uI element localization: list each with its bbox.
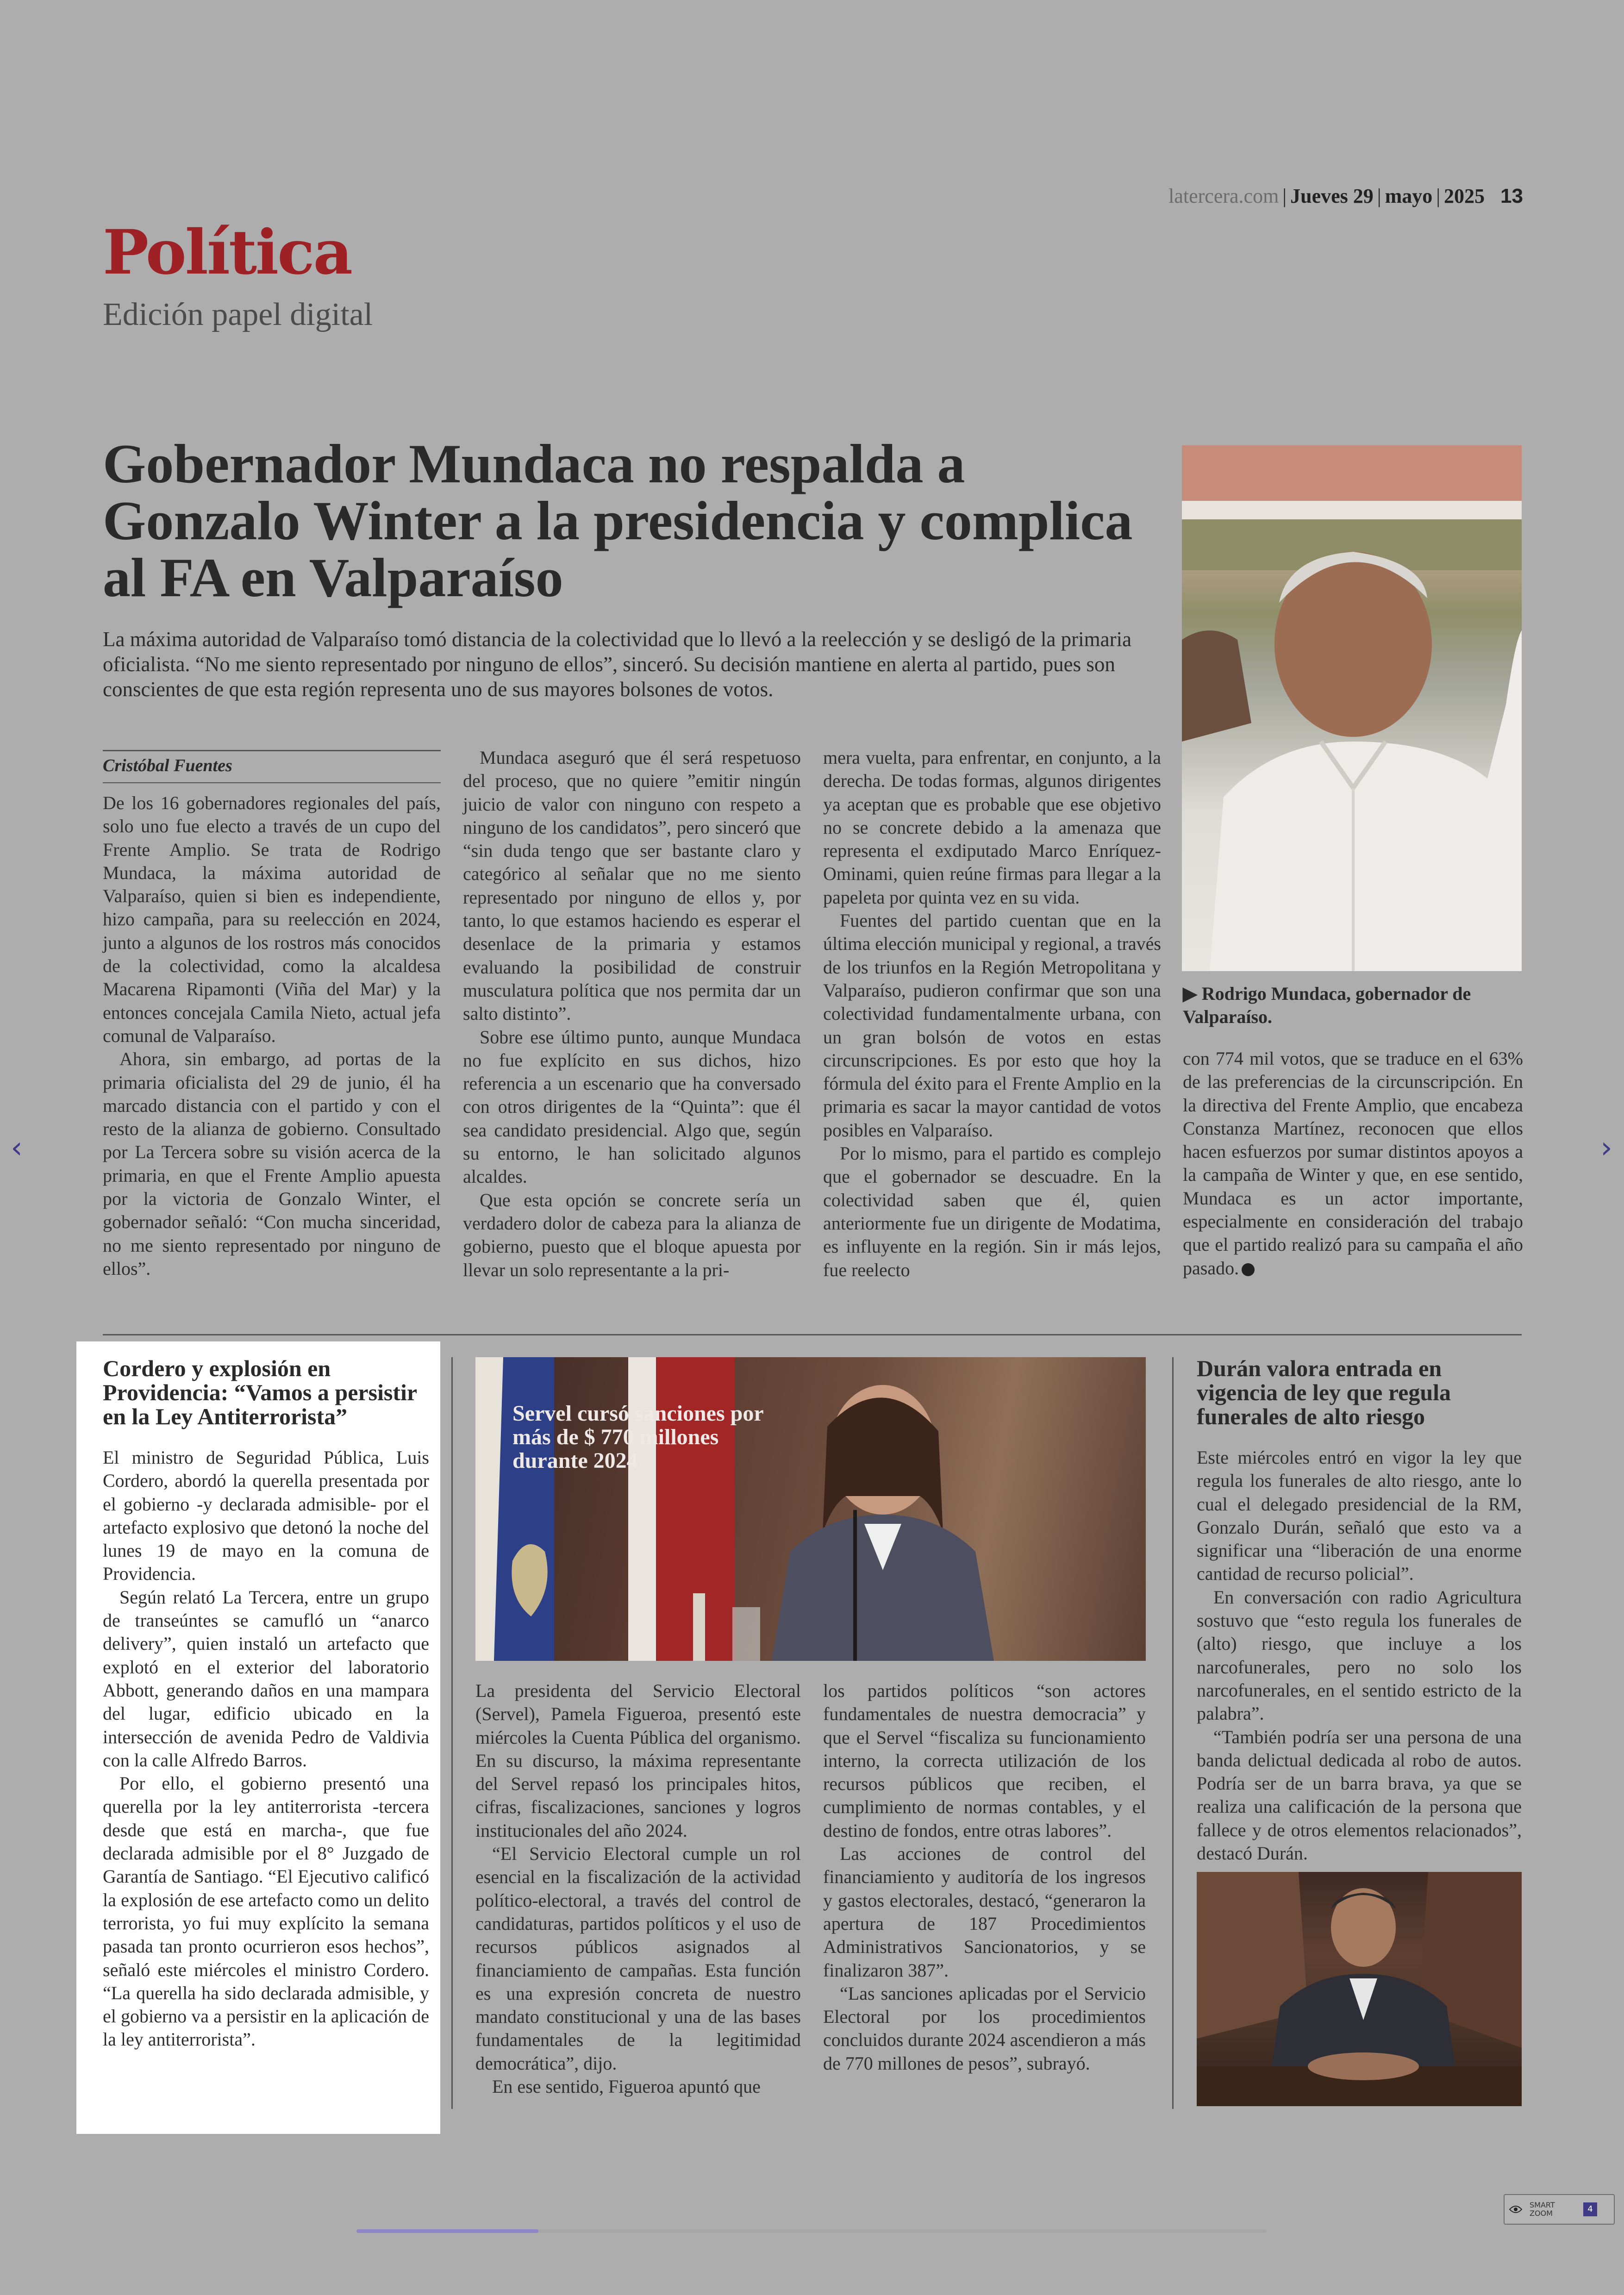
previous-page-button[interactable]: ‹	[11, 1131, 23, 1165]
masthead-month: mayo	[1385, 185, 1433, 207]
brief-paragraph: los partidos políticos “son actores fundamentales de nuestra democracia” y que el Servel “fiscaliza su funcionamiento interno, la correcta utilización de los recursos públicos que reciben, el cumplimiento de normas contables, y el destino de fondos, entre otras labores”.	[823, 1680, 1146, 1841]
article-paragraph: mera vuelta, para enfrentar, en conjunto, a la derecha. De todas formas, algunos dirigentes ya aceptan que es probable que ese objetivo no se concrete debido a la amenaza que representa el exdiputado Marco Enríquez-Ominami, quien reúne firmas para llegar a la papeleta por quinta vez en su vida.	[823, 747, 1161, 908]
mundaca-photo-illustration	[1182, 445, 1522, 971]
brief-duran-title: Durán valora entrada en vigencia de ley que regula funerales de alto riesgo	[1197, 1355, 1451, 1429]
article-paragraph: Fuentes del partido cuentan que en la última elección municipal y regional, a través de los triunfos en la Región Metropolitana y Valparaíso, pudieron confirmar que son una colectividad fundamentalmente urbana, con un gran bolsón de votos en estas circunscripciones. Es por esto que hoy la fórmula del éxito para el Frente Amplio en la primaria es sacar la mayor cantidad de votos posibles en Valparaíso.	[823, 910, 1161, 1141]
section-divider	[103, 1334, 1522, 1335]
brief-servel-col-right	[823, 1679, 1146, 2075]
article-paragraph: Por lo mismo, para el partido es complejo que el gobernador se descuadre. En la colectividad saben que él, quien anteriormente fue un dirigente de Modatima, es influyente en la región. Sin ir más lejos, fue reelecto	[823, 1143, 1161, 1280]
section-subtitle: Edición papel digital	[103, 297, 373, 332]
article-column-3	[823, 746, 1161, 1282]
main-deck: La máxima autoridad de Valparaíso tomó distancia de la colectividad que lo llevó a la reelección y se desligó de la primaria oficialista. “No me siento representado por ninguno de ellos”, sinceró. Su decisión mantiene en alerta al partido, pues son conscientes de que esta región representa uno de sus mayores bolsones de votos.	[103, 628, 1132, 701]
smart-zoom-label: SMART ZOOM	[1530, 2201, 1555, 2218]
brief-paragraph: La presidenta del Servicio Electoral (Servel), Pamela Figueroa, presentó este miércoles la Cuenta Pública del organismo. En su discurso, la máxima representante del Servel repasó los principales hitos, cifras, fiscalizaciones, sanciones y logros institucionales del año 2024.	[475, 1680, 801, 1841]
page-progress-fill	[356, 2229, 538, 2233]
next-page-button[interactable]: ›	[1600, 1131, 1612, 1165]
byline-bottom-rule	[103, 782, 441, 783]
article-paragraph: Que esta opción se concrete sería un verdadero dolor de cabeza para la alianza de gobierno, puesto que el bloque apuesta por llevar un solo representante a la pri-	[463, 1189, 801, 1280]
brief-duran-body	[1197, 1446, 1522, 1865]
page-number: 13	[1500, 185, 1523, 207]
end-mark-icon	[1242, 1263, 1255, 1276]
masthead-year: 2025	[1444, 185, 1485, 207]
brief-cordero-body	[103, 1446, 429, 2052]
smart-zoom-badge: 4	[1583, 2202, 1597, 2216]
article-column-1	[103, 792, 441, 1280]
article-column-2	[463, 746, 801, 1282]
article-paragraph: Ahora, sin embargo, ad portas de la primaria oficialista del 29 de junio, él ha marcado distancia con el partido y con el resto de la alianza de gobierno. Consultado por La Tercera sobre su visión acerca de la primaria, en que el Frente Amplio apuesta por la victoria de Gonzalo Winter, el gobernador señaló: “Con mucha sinceridad, no me siento representado por ninguno de ellos”.	[103, 1048, 441, 1279]
brief-paragraph: El ministro de Seguridad Pública, Luis Cordero, abordó la querella presentada por el gobierno -y declarada admisible- por el artefacto explosivo que detonó la noche del lunes 19 de mayo en la comuna de Providencia.	[103, 1447, 429, 1584]
duran-photo-illustration	[1197, 1872, 1522, 2106]
column-divider	[1172, 1357, 1174, 2109]
servel-photo-title: Servel cursó sanciones por más de $ 770 millones durante 2024	[512, 1401, 763, 1473]
byline-top-rule	[103, 750, 441, 751]
article-paragraph-text: con 774 mil votos, que se traduce en el 63% de las preferencias de la circunscripción. En la directiva del Frente Amplio, que encabeza Constanza Martínez, reconocen que ellos hacen esfuerzos por sumar distintos apoyos a la campaña de Winter y que, en ese sentido, Mundaca es un actor importante, especialmente en consideración del trabajo que el partido realizó para su campaña el año pasado.	[1183, 1048, 1523, 1278]
section-title: Política	[103, 217, 352, 288]
mundaca-photo	[1182, 445, 1522, 971]
brief-paragraph: “Las sanciones aplicadas por el Servicio Electoral por los procedimientos concluidos durante 2024 ascendieron a más de 770 millones de pesos”, subrayó.	[823, 1983, 1146, 2074]
main-headline: Gobernador Mundaca no respalda a Gonzalo Winter a la presidencia y complica al FA en Valparaíso	[103, 433, 1133, 608]
article-paragraph: Sobre ese último punto, aunque Mundaca no fue explícito en sus dichos, hizo referencia a un escenario que ha conversado con otros dirigentes de la “Quinta”: que él sea candidato presidencial. Algo que, según su entorno, le han solicitado algunos alcaldes.	[463, 1026, 801, 1187]
brief-paragraph: Por ello, el gobierno presentó una querella por la ley antiterrorista -tercera desde que está en marcha-, que fue declarada admisible por el 8° Juzgado de Garantía de Santiago. “El Ejecutivo calificó la explosión de ese artefacto como un delito terrorista, yo fui muy explícito la semana pasada tan pronto ocurrieron esos hechos”, señaló este miércoles el ministro Cordero. “La querella ha sido declarada admisible, y el gobierno va a persistir en la aplicación de la ley antiterrorista”.	[103, 1773, 429, 2050]
brief-paragraph: “También podría ser una persona de una banda delictual dedicada al robo de autos. Podría ser de un barra brava, ya que se realiza una calificación de la persona que fallece y de otros elementos relacionados”, destacó Durán.	[1197, 1726, 1522, 1864]
smart-zoom-button[interactable]	[1504, 2194, 1615, 2225]
column-divider	[451, 1357, 453, 2109]
brief-servel-col-left	[475, 1679, 801, 2098]
site-name: latercera.com	[1168, 185, 1279, 207]
eye-icon	[1509, 2205, 1522, 2214]
brief-paragraph: “El Servicio Electoral cumple un rol esencial en la fiscalización de la actividad político-electoral, a través del control de candidaturas, partidos políticos y el uso de recursos públicos asignados al financiamiento de campañas. Esta función es una expresión concreta de nuestro mandato constitucional y una de las bases fundamentales de la legitimidad democrática”, dijo.	[475, 1843, 801, 2074]
brief-paragraph: En ese sentido, Figueroa apuntó que	[492, 2076, 761, 2097]
brief-paragraph: En conversación con radio Agricultura sostuvo que “esto regula los funerales de (alto) riesgo, que incluye a los narcofunerales, pero no solo los narcofunerales, en el sentido estricto de la palabra”.	[1197, 1586, 1522, 1724]
duran-photo	[1197, 1872, 1522, 2106]
brief-paragraph: Este miércoles entró en vigor la ley que regula los funerales de alto riesgo, ante lo cual el delegado presidencial de la RM, Gonzalo Durán, señaló que esto va a significar una “liberación de una enorme cantidad de recurso policial”.	[1197, 1447, 1522, 1584]
masthead-day: Jueves 29	[1290, 185, 1374, 207]
article-column-4	[1183, 1047, 1523, 1280]
masthead: latercera.com | Jueves 29 | mayo | 2025 13	[1168, 185, 1523, 207]
photo-caption: ▶ Rodrigo Mundaca, gobernador de Valparaíso.	[1183, 983, 1471, 1027]
brief-paragraph: Según relató La Tercera, entre un grupo de transeúntes se camufló un “anarco delivery”, quien instaló un artefacto que explotó en el exterior del laboratorio Abbott, generando daños en una mampara del lugar, edificio ubicado en la intersección de avenida Pedro de Valdivia con la calle Alfredo Barros.	[103, 1586, 429, 1771]
article-paragraph: Mundaca aseguró que él será respetuoso del proceso, que no quiere ”emitir ningún juicio de valor con ninguno con respeto a ninguno de los candidatos”, pero sinceró que “sin duda tengo que ser bastante claro y categórico al señalar que no me siento representado por ninguno de ellos y, por tanto, lo que estamos haciendo es esperar el desenlace de la primaria y estamos evaluando la posibilidad de construir musculatura política que nos permita dar un salto distinto”.	[463, 747, 801, 1024]
brief-paragraph: Las acciones de control del financiamiento y auditoría de los ingresos y gastos electorales, destacó, “generaron la apertura de 187 Procedimientos Administrativos Sancionatorios, y se finalizaron 387”.	[823, 1843, 1146, 1981]
byline: Cristóbal Fuentes	[103, 756, 232, 775]
article-paragraph	[1183, 1047, 1523, 1280]
article-paragraph: De los 16 gobernadores regionales del país, solo uno fue electo a través de un cupo del Frente Amplio. Se trata de Rodrigo Mundaca, la máxima autoridad de Valparaíso, quien si bien es independiente, hizo campaña, para su reelección en 2024, junto a algunos de los rostros más conocidos de la colectividad, como la alcaldesa Macarena Ripamonti (Viña del Mar) y la entonces concejala Camila Nieto, actual jefa comunal de Valparaíso.	[103, 792, 441, 1046]
brief-cordero-title: Cordero y explosión en Providencia: “Vamos a persistir en la Ley Antiterrorista”	[103, 1355, 417, 1429]
